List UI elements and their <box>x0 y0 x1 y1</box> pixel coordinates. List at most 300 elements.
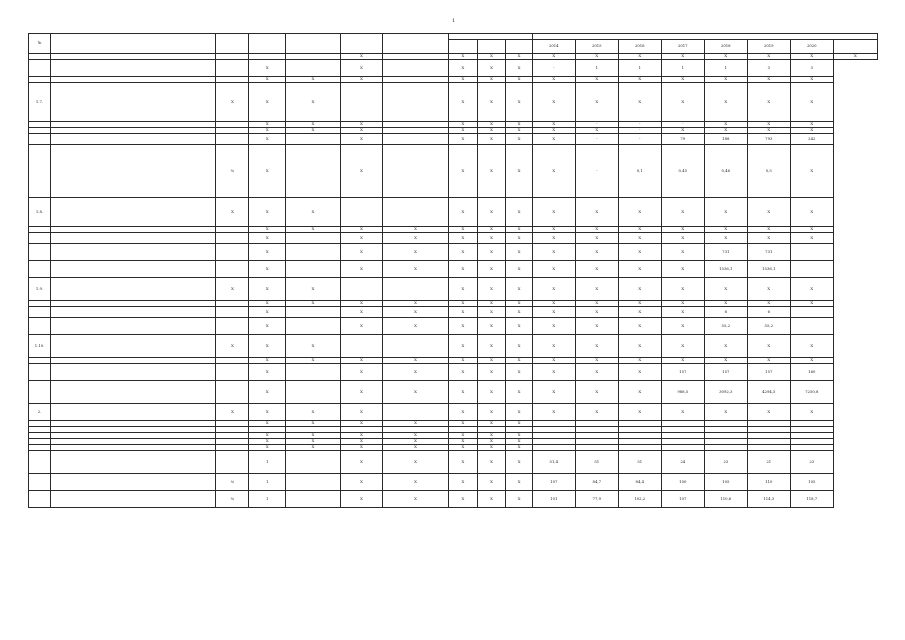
row-value-cell: X <box>661 83 704 122</box>
page-number: 1 <box>452 18 456 24</box>
row-value-cell: X <box>506 318 532 335</box>
row-value-cell <box>382 278 448 301</box>
header-term <box>340 34 382 54</box>
row-value-cell: X <box>382 445 448 451</box>
row-value-cell: 107 <box>661 491 704 508</box>
row-value-cell: X <box>506 439 532 445</box>
row-value-cell: 55,2 <box>704 318 747 335</box>
row-value-cell: 3 <box>790 60 833 77</box>
row-value-cell: 101 <box>532 491 575 508</box>
row-value-cell: X <box>477 445 506 451</box>
row-value-cell: X <box>747 77 790 83</box>
row-value-cell: X <box>477 439 506 445</box>
row-value-cell: X <box>790 83 833 122</box>
table-row <box>29 404 878 421</box>
row-value-cell: X <box>285 278 340 301</box>
row-value-cell: 6 <box>704 307 747 318</box>
header-year-2019: 2019 <box>747 40 790 54</box>
row-value-cell: X <box>575 335 618 358</box>
header-year-2018: 2018 <box>704 40 747 54</box>
row-value-cell: X <box>382 491 448 508</box>
row-value-cell: X <box>382 421 448 427</box>
row-unit-cell <box>216 307 249 318</box>
row-value-cell: X <box>449 301 478 307</box>
row-value-cell: X <box>449 54 478 60</box>
row-value-cell: X <box>532 301 575 307</box>
row-unit-cell: X <box>216 335 249 358</box>
row-unit-cell <box>216 364 249 381</box>
header-method <box>285 34 340 54</box>
row-value-cell: X <box>532 307 575 318</box>
row-value-cell: X <box>575 261 618 278</box>
row-value-cell: X <box>704 233 747 244</box>
row-value-cell: 242 <box>790 134 833 145</box>
row-name-cell <box>51 404 216 421</box>
row-value-cell: X <box>449 134 478 145</box>
row-value-cell: X <box>790 278 833 301</box>
row-value-cell: 23 <box>790 451 833 474</box>
row-value-cell: X <box>790 358 833 364</box>
row-value-cell: X <box>618 198 661 227</box>
row-value-cell: X <box>285 404 340 421</box>
row-value-cell <box>382 198 448 227</box>
row-value-cell <box>382 134 448 145</box>
row-value-cell: X <box>532 364 575 381</box>
header-total <box>833 40 877 54</box>
row-value-cell: X <box>249 77 285 83</box>
row-value-cell: X <box>790 122 833 128</box>
row-value-cell: 0,46 <box>704 145 747 198</box>
row-value-cell: X <box>477 278 506 301</box>
row-value-cell: X <box>506 54 532 60</box>
row-value-cell: X <box>704 198 747 227</box>
row-name-cell <box>51 198 216 227</box>
row-value-cell: X <box>449 433 478 439</box>
row-value-cell: X <box>618 358 661 364</box>
row-value-cell: X <box>532 227 575 233</box>
row-value-cell: X <box>340 60 382 77</box>
row-name-cell <box>51 60 216 77</box>
row-name-cell <box>51 451 216 474</box>
row-value-cell <box>340 198 382 227</box>
row-value-cell: 731 <box>747 244 790 261</box>
row-value-cell: X <box>477 77 506 83</box>
row-value-cell: 3 <box>747 60 790 77</box>
row-number-cell <box>29 145 51 198</box>
row-value-cell: X <box>382 261 448 278</box>
program-indicators-table <box>28 33 878 508</box>
row-value-cell: X <box>661 358 704 364</box>
row-value-cell: X <box>477 421 506 427</box>
row-value-cell: X <box>704 77 747 83</box>
row-value-cell: X <box>449 439 478 445</box>
table-row <box>29 307 878 318</box>
row-value-cell: 51 <box>575 451 618 474</box>
row-value-cell: X <box>449 122 478 128</box>
row-value-cell: X <box>285 128 340 134</box>
row-value-cell: X <box>477 60 506 77</box>
row-value-cell: X <box>249 60 285 77</box>
row-value-cell: 1536,1 <box>747 261 790 278</box>
row-value-cell: X <box>477 404 506 421</box>
row-value-cell: X <box>661 335 704 358</box>
row-value-cell: X <box>618 261 661 278</box>
header-kbk-1 <box>449 40 478 54</box>
row-value-cell: X <box>477 364 506 381</box>
row-value-cell: X <box>477 301 506 307</box>
row-value-cell: X <box>575 301 618 307</box>
row-value-cell: X <box>249 421 285 427</box>
row-value-cell: X <box>532 318 575 335</box>
row-name-cell <box>51 474 216 491</box>
row-value-cell: 24 <box>661 451 704 474</box>
row-value-cell: X <box>477 227 506 233</box>
row-value-cell: X <box>747 233 790 244</box>
row-value-cell: X <box>382 364 448 381</box>
row-unit-cell <box>216 451 249 474</box>
row-value-cell: X <box>704 83 747 122</box>
header-unit <box>216 34 249 54</box>
row-value-cell: X <box>506 381 532 404</box>
row-value-cell: X <box>449 198 478 227</box>
row-value-cell: X <box>340 77 382 83</box>
row-value-cell: X <box>477 134 506 145</box>
row-value-cell: X <box>340 381 382 404</box>
header-year-2020: 2020 <box>790 40 833 54</box>
row-value-cell <box>285 491 340 508</box>
row-value-cell: 157 <box>704 364 747 381</box>
row-value-cell: - <box>575 145 618 198</box>
row-value-cell: X <box>704 54 747 60</box>
row-value-cell: 110,6 <box>704 491 747 508</box>
row-value-cell: X <box>449 421 478 427</box>
row-value-cell <box>285 134 340 145</box>
row-value-cell: X <box>249 278 285 301</box>
row-value-cell: 118,7 <box>790 491 833 508</box>
row-number-cell: 2. <box>29 404 51 421</box>
row-value-cell: X <box>477 474 506 491</box>
row-value-cell: X <box>477 335 506 358</box>
row-value-cell: 110 <box>747 474 790 491</box>
row-value-cell: X <box>382 451 448 474</box>
row-value-cell: 77,9 <box>575 491 618 508</box>
row-value-cell: X <box>661 128 704 134</box>
row-value-cell: X <box>382 381 448 404</box>
row-value-cell: X <box>382 318 448 335</box>
row-name-cell <box>51 83 216 122</box>
header-coef <box>249 34 285 54</box>
row-value-cell: X <box>575 278 618 301</box>
row-value-cell: 51 <box>618 451 661 474</box>
row-value-cell: 1536,1 <box>704 261 747 278</box>
row-value-cell: 4294,5 <box>747 381 790 404</box>
row-value-cell: X <box>285 421 340 427</box>
row-value-cell: X <box>382 233 448 244</box>
row-value-cell: X <box>618 278 661 301</box>
row-value-cell: X <box>575 381 618 404</box>
row-value-cell: X <box>449 404 478 421</box>
row-number-cell: 1.10. <box>29 335 51 358</box>
row-value-cell: X <box>506 335 532 358</box>
row-value-cell: X <box>340 233 382 244</box>
row-value-cell: 84,7 <box>575 474 618 491</box>
row-value-cell <box>285 364 340 381</box>
row-value-cell: X <box>747 227 790 233</box>
row-value-cell: X <box>747 128 790 134</box>
row-value-cell: X <box>285 77 340 83</box>
table-row <box>29 198 878 227</box>
row-value-cell <box>285 60 340 77</box>
row-value-cell: X <box>249 439 285 445</box>
row-value-cell <box>382 145 448 198</box>
row-value-cell: X <box>618 244 661 261</box>
row-value-cell: X <box>618 83 661 122</box>
header-executor <box>382 34 448 54</box>
row-value-cell: X <box>506 233 532 244</box>
row-value-cell: X <box>618 233 661 244</box>
row-value-cell: X <box>506 198 532 227</box>
row-name-cell <box>51 244 216 261</box>
row-value-cell: X <box>506 128 532 134</box>
row-value-cell: X <box>704 122 747 128</box>
row-value-cell: 0,1 <box>618 145 661 198</box>
row-value-cell: X <box>477 451 506 474</box>
row-value-cell: 1 <box>249 491 285 508</box>
row-value-cell <box>285 451 340 474</box>
row-value-cell: X <box>661 244 704 261</box>
row-value-cell: X <box>340 318 382 335</box>
row-number-cell <box>29 451 51 474</box>
row-number-cell <box>29 233 51 244</box>
row-value-cell: X <box>449 445 478 451</box>
row-value-cell: X <box>249 233 285 244</box>
row-value-cell: X <box>449 244 478 261</box>
table-row <box>29 145 878 198</box>
row-unit-cell <box>216 134 249 145</box>
header-num: № <box>29 34 51 54</box>
row-value-cell: X <box>477 83 506 122</box>
row-value-cell: 1 <box>704 60 747 77</box>
row-number-cell <box>29 134 51 145</box>
row-value-cell: X <box>704 128 747 134</box>
row-value-cell: X <box>747 335 790 358</box>
row-value-cell: X <box>661 261 704 278</box>
row-unit-cell <box>216 381 249 404</box>
row-value-cell: - <box>618 134 661 145</box>
row-value-cell: X <box>506 60 532 77</box>
row-value-cell: X <box>477 358 506 364</box>
row-value-cell: X <box>449 261 478 278</box>
row-value-cell: X <box>249 445 285 451</box>
row-number-cell <box>29 381 51 404</box>
table-row <box>29 83 878 122</box>
row-value-cell: X <box>382 358 448 364</box>
row-value-cell <box>382 60 448 77</box>
row-value-cell: X <box>704 335 747 358</box>
row-value-cell: X <box>661 227 704 233</box>
row-number-cell <box>29 261 51 278</box>
row-value-cell: X <box>790 335 833 358</box>
row-value-cell: 1 <box>618 60 661 77</box>
row-value-cell: X <box>506 83 532 122</box>
row-value-cell: X <box>340 54 382 60</box>
row-value-cell: X <box>285 358 340 364</box>
row-value-cell: - <box>532 60 575 77</box>
row-value-cell: X <box>382 227 448 233</box>
row-value-cell: 1 <box>249 451 285 474</box>
header-year-2017: 2017 <box>661 40 704 54</box>
row-value-cell: X <box>477 198 506 227</box>
row-value-cell: 79 <box>661 134 704 145</box>
header-year-2016: 2016 <box>618 40 661 54</box>
row-value-cell: X <box>661 54 704 60</box>
row-value-cell: X <box>790 301 833 307</box>
row-value-cell: X <box>477 128 506 134</box>
row-value-cell: X <box>704 227 747 233</box>
row-value-cell: X <box>532 278 575 301</box>
row-value-cell: X <box>575 364 618 381</box>
row-value-cell: X <box>532 198 575 227</box>
row-unit-cell <box>216 233 249 244</box>
row-value-cell: X <box>790 198 833 227</box>
row-value-cell: X <box>506 451 532 474</box>
row-value-cell: X <box>285 445 340 451</box>
row-value-cell: - <box>618 122 661 128</box>
row-value-cell: 102,2 <box>618 491 661 508</box>
row-value-cell: X <box>506 307 532 318</box>
row-value-cell: X <box>249 261 285 278</box>
row-value-cell: X <box>532 83 575 122</box>
row-number-cell: 1.9. <box>29 278 51 301</box>
row-value-cell: X <box>532 335 575 358</box>
row-value-cell: X <box>506 134 532 145</box>
row-value-cell <box>285 381 340 404</box>
row-value-cell: X <box>618 381 661 404</box>
row-value-cell: X <box>618 301 661 307</box>
row-name-cell <box>51 335 216 358</box>
row-value-cell: X <box>575 244 618 261</box>
row-value-cell: X <box>449 128 478 134</box>
row-value-cell: X <box>747 278 790 301</box>
row-value-cell: X <box>382 244 448 261</box>
row-value-cell: X <box>506 77 532 83</box>
row-value-cell: 55,2 <box>747 318 790 335</box>
row-value-cell: 0,5 <box>747 145 790 198</box>
row-unit-cell: % <box>216 491 249 508</box>
row-value-cell: X <box>249 198 285 227</box>
row-unit-cell <box>216 261 249 278</box>
row-value-cell: X <box>477 381 506 404</box>
table-row <box>29 335 878 358</box>
row-value-cell: X <box>532 244 575 261</box>
row-value-cell: X <box>285 83 340 122</box>
program-table-sheet <box>28 33 878 508</box>
header-year-2014: 2014 <box>532 40 575 54</box>
row-value-cell: X <box>477 244 506 261</box>
row-value-cell: 731 <box>704 244 747 261</box>
row-value-cell: 114,3 <box>747 491 790 508</box>
header-name <box>51 34 216 54</box>
row-value-cell: - <box>575 134 618 145</box>
row-value-cell: 3092,3 <box>704 381 747 404</box>
row-value-cell <box>790 318 833 335</box>
row-value-cell: X <box>449 307 478 318</box>
row-value-cell: - <box>618 128 661 134</box>
row-value-cell: X <box>382 433 448 439</box>
row-value-cell: X <box>340 451 382 474</box>
row-value-cell: X <box>249 227 285 233</box>
table-row <box>29 364 878 381</box>
row-value-cell: 23 <box>704 451 747 474</box>
row-value-cell: X <box>747 358 790 364</box>
row-name-cell <box>51 134 216 145</box>
row-value-cell: 107 <box>532 474 575 491</box>
row-value-cell <box>285 145 340 198</box>
row-value-cell <box>790 261 833 278</box>
row-value-cell: X <box>661 198 704 227</box>
row-name-cell <box>51 261 216 278</box>
row-value-cell: 6 <box>747 307 790 318</box>
row-unit-cell <box>216 318 249 335</box>
row-value-cell: X <box>532 381 575 404</box>
row-value-cell: X <box>618 404 661 421</box>
row-value-cell: X <box>704 358 747 364</box>
row-name-cell <box>51 278 216 301</box>
row-value-cell: X <box>506 122 532 128</box>
row-unit-cell: X <box>216 404 249 421</box>
row-value-cell: X <box>249 134 285 145</box>
row-value-cell <box>382 404 448 421</box>
row-value-cell: X <box>506 261 532 278</box>
row-value-cell: X <box>285 227 340 233</box>
row-value-cell: X <box>506 244 532 261</box>
row-name-cell <box>51 145 216 198</box>
row-number-cell <box>29 60 51 77</box>
row-value-cell: X <box>449 491 478 508</box>
row-value-cell: X <box>249 364 285 381</box>
row-value-cell: X <box>449 83 478 122</box>
row-value-cell: X <box>790 233 833 244</box>
row-value-cell: X <box>249 244 285 261</box>
row-value-cell: X <box>340 491 382 508</box>
row-value-cell: X <box>449 335 478 358</box>
row-value-cell: X <box>449 474 478 491</box>
row-unit-cell <box>216 244 249 261</box>
row-value-cell: X <box>704 301 747 307</box>
row-value-cell <box>285 318 340 335</box>
table-row <box>29 233 878 244</box>
row-value-cell: 988,5 <box>661 381 704 404</box>
row-value-cell: X <box>477 318 506 335</box>
row-number-cell <box>29 491 51 508</box>
row-value-cell: X <box>747 122 790 128</box>
table-row <box>29 261 878 278</box>
row-value-cell: - <box>661 122 704 128</box>
row-value-cell: X <box>790 227 833 233</box>
row-value-cell: X <box>340 421 382 427</box>
row-value-cell: X <box>747 83 790 122</box>
row-value-cell: X <box>532 128 575 134</box>
row-value-cell <box>285 261 340 278</box>
row-value-cell: X <box>532 145 575 198</box>
row-name-cell <box>51 381 216 404</box>
row-value-cell: X <box>661 301 704 307</box>
row-value-cell: X <box>506 404 532 421</box>
row-value-cell: X <box>506 474 532 491</box>
row-value-cell: X <box>618 227 661 233</box>
row-value-cell: X <box>477 433 506 439</box>
row-value-cell: X <box>285 301 340 307</box>
